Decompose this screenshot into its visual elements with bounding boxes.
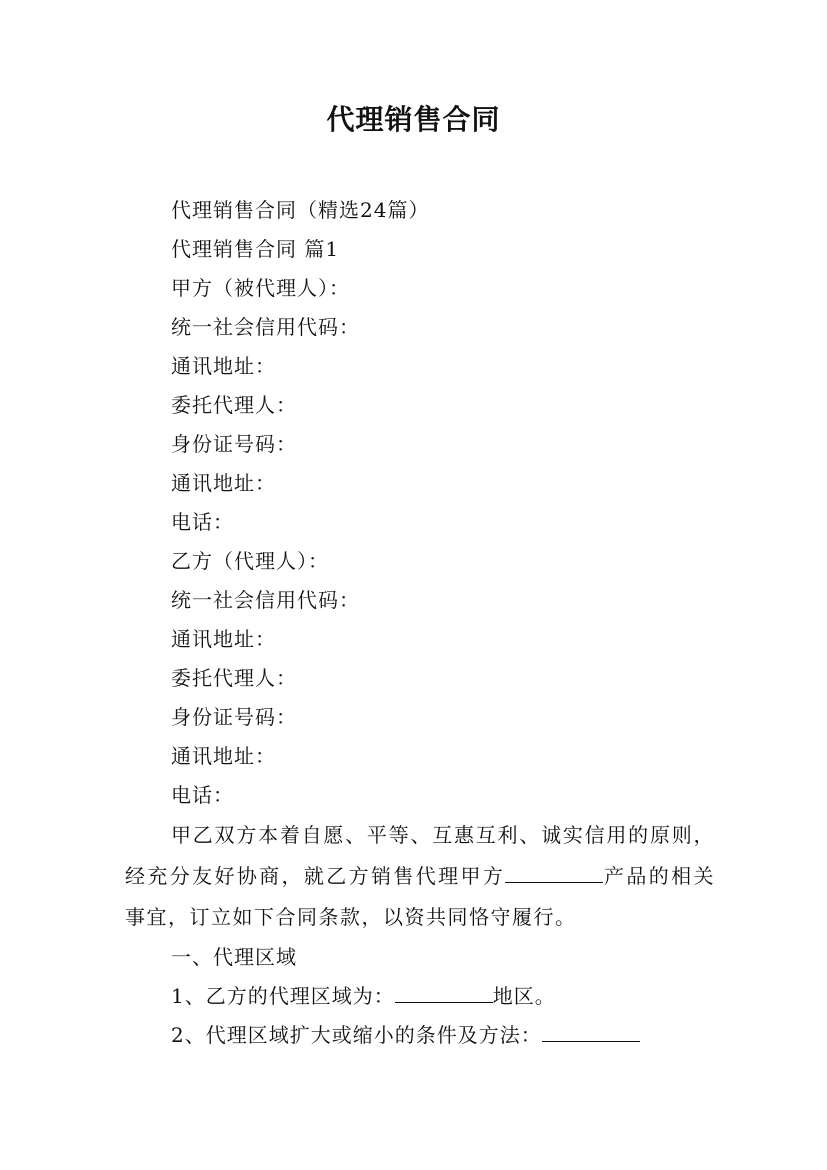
party-a-address: 通讯地址： — [171, 354, 276, 378]
party-b-agent-address: 通讯地址： — [171, 744, 276, 768]
document-body — [125, 191, 715, 1055]
region-blank — [395, 984, 493, 1003]
intro-paragraph — [125, 815, 715, 938]
clause1-item2-text: 2、代理区域扩大或缩小的条件及方法： — [171, 1023, 542, 1047]
clause1-item1-text-b: 地区。 — [492, 984, 556, 1008]
section-heading: 代理销售合同 篇1 — [171, 237, 340, 261]
party-b-label: 乙方（代理人）： — [171, 549, 329, 573]
party-a-agent-address: 通讯地址： — [171, 471, 276, 495]
party-a-credit-code: 统一社会信用代码： — [171, 315, 360, 339]
clause1-item1-text-a: 1、乙方的代理区域为： — [171, 984, 395, 1008]
party-a-id-number: 身份证号码： — [171, 432, 297, 456]
clause1-heading: 一、代理区域 — [171, 945, 297, 969]
party-b-credit-code: 统一社会信用代码： — [171, 588, 360, 612]
document-title: 代理销售合同 — [326, 103, 501, 136]
product-blank — [505, 864, 603, 883]
clause1-item2 — [125, 1016, 715, 1055]
party-b-id-number: 身份证号码： — [171, 705, 297, 729]
party-a-phone: 电话： — [171, 510, 234, 534]
party-b-address: 通讯地址： — [171, 627, 276, 651]
party-a-agent: 委托代理人： — [171, 393, 297, 417]
party-b-phone: 电话： — [171, 783, 234, 807]
intro-text-2: 产品的相关事宜，订立如下合同条款，以资共同恪守履行。 — [125, 864, 716, 929]
party-b-agent: 委托代理人： — [171, 666, 297, 690]
method-blank — [542, 1023, 640, 1042]
document-subtitle: 代理销售合同（精选24篇） — [171, 198, 430, 222]
party-a-label: 甲方（被代理人）： — [171, 276, 350, 300]
intro-text-1: 甲乙双方本着自愿、平等、互惠互利、诚实信用的原则，经充分友好协商，就乙方销售代理甲方 — [125, 823, 715, 888]
clause1-item1 — [125, 977, 715, 1016]
